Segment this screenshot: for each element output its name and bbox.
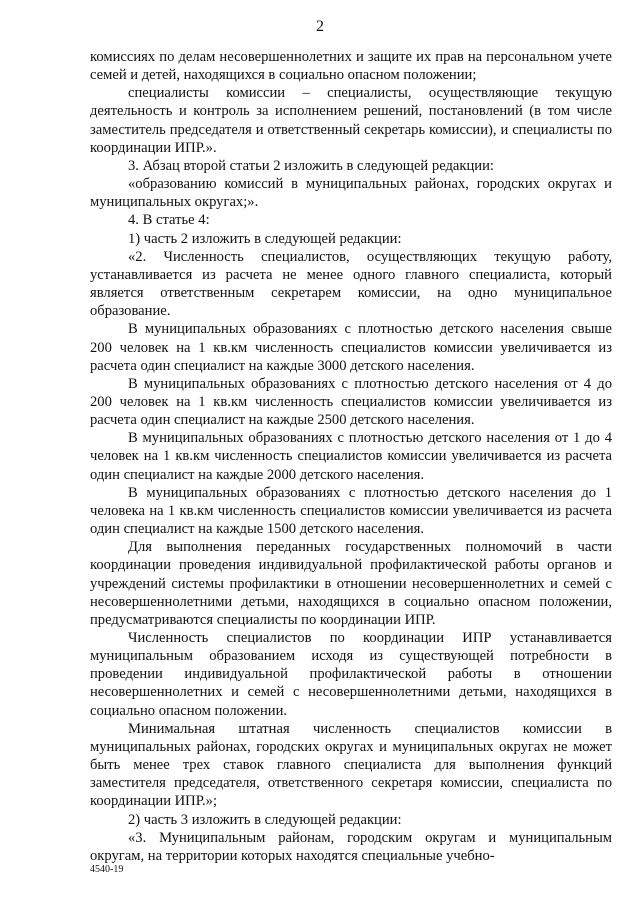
paragraph: В муниципальных образованиях с плотностью детского населения от 4 до 200 человек на 1 кв.км численность специалистов комиссии увеличивается из расчета один специалист на каждые 2500 детского населения. [90,375,612,429]
paragraph: Минимальная штатная численность специалистов комиссии в муниципальных районах, городских округах и муниципальных округах не может быть менее трех ставок главного специалиста для выполнения функций заместителя председателя, ответственного секретаря комиссии, специалиста по координации ИПР.»; [90,720,612,810]
paragraph: 3. Абзац второй статьи 2 изложить в следующей редакции: [128,157,494,174]
paragraph: комиссиях по делам несовершеннолетних и защите их прав на персональном учете семей и детей, находящихся в социально опасном положении; [90,49,612,84]
paragraph: «2. Численность специалистов, осуществляющих текущую работу, устанавливается из расчета не менее одного главного специалиста, который является ответственным секретарем комиссии, на одно муниципальное образование. [90,248,612,320]
paragraph: «образованию комиссий в муниципальных районах, городских округах и муниципальных округах;». [90,176,612,211]
paragraph: 1) часть 2 изложить в следующей редакции: [128,230,402,247]
paragraph: В муниципальных образованиях с плотностью детского населения до 1 человека на 1 кв.км численность специалистов комиссии увеличивается из расчета один специалист на каждые 1500 детского населения. [90,484,612,538]
paragraph: В муниципальных образованиях с плотностью детского населения от 1 до 4 человек на 1 кв.км численность специалистов комиссии увеличивается из расчета один специалист на каждые 2000 детского населения. [90,430,612,483]
page-number: 2 [316,18,324,35]
paragraph: 2) часть 3 изложить в следующей редакции: [128,811,402,828]
document-body [90,48,612,865]
paragraph: «3. Муниципальным районам, городским округам и муниципальным округам, на территории которых находятся специальные учебно- [90,829,612,864]
paragraph: В муниципальных образованиях с плотностью детского населения свыше 200 человек на 1 кв.км численность специалистов комиссии увеличивается из расчета один специалист на каждые 3000 детского населения. [90,321,612,374]
paragraph: Для выполнения переданных государственных полномочий в части координации проведения индивидуальной профилактической работы органов и учреждений системы профилактики в отношении несовершеннолетних и семей с несовершеннолетними детьми, находящихся в социально опасном положении, предусматриваются специалисты по координации ИПР. [90,539,612,628]
paragraph: 4. В статье 4: [128,212,210,229]
document-code: 4540-19 [90,864,124,875]
paragraph: специалисты комиссии – специалисты, осуществляющие текущую деятельность и контроль за исполнением решений, постановлений (в том числе заместитель председателя и ответственный секретарь комиссии), и специалисты по координации ИПР.». [90,85,612,156]
paragraph: Численность специалистов по координации ИПР устанавливается муниципальным образованием исходя из существующей потребности в проведении индивидуальной профилактической работы в отношении несовершеннолетних и семей с несовершеннолетними детьми, находящихся в социально опасном положении. [90,630,612,719]
